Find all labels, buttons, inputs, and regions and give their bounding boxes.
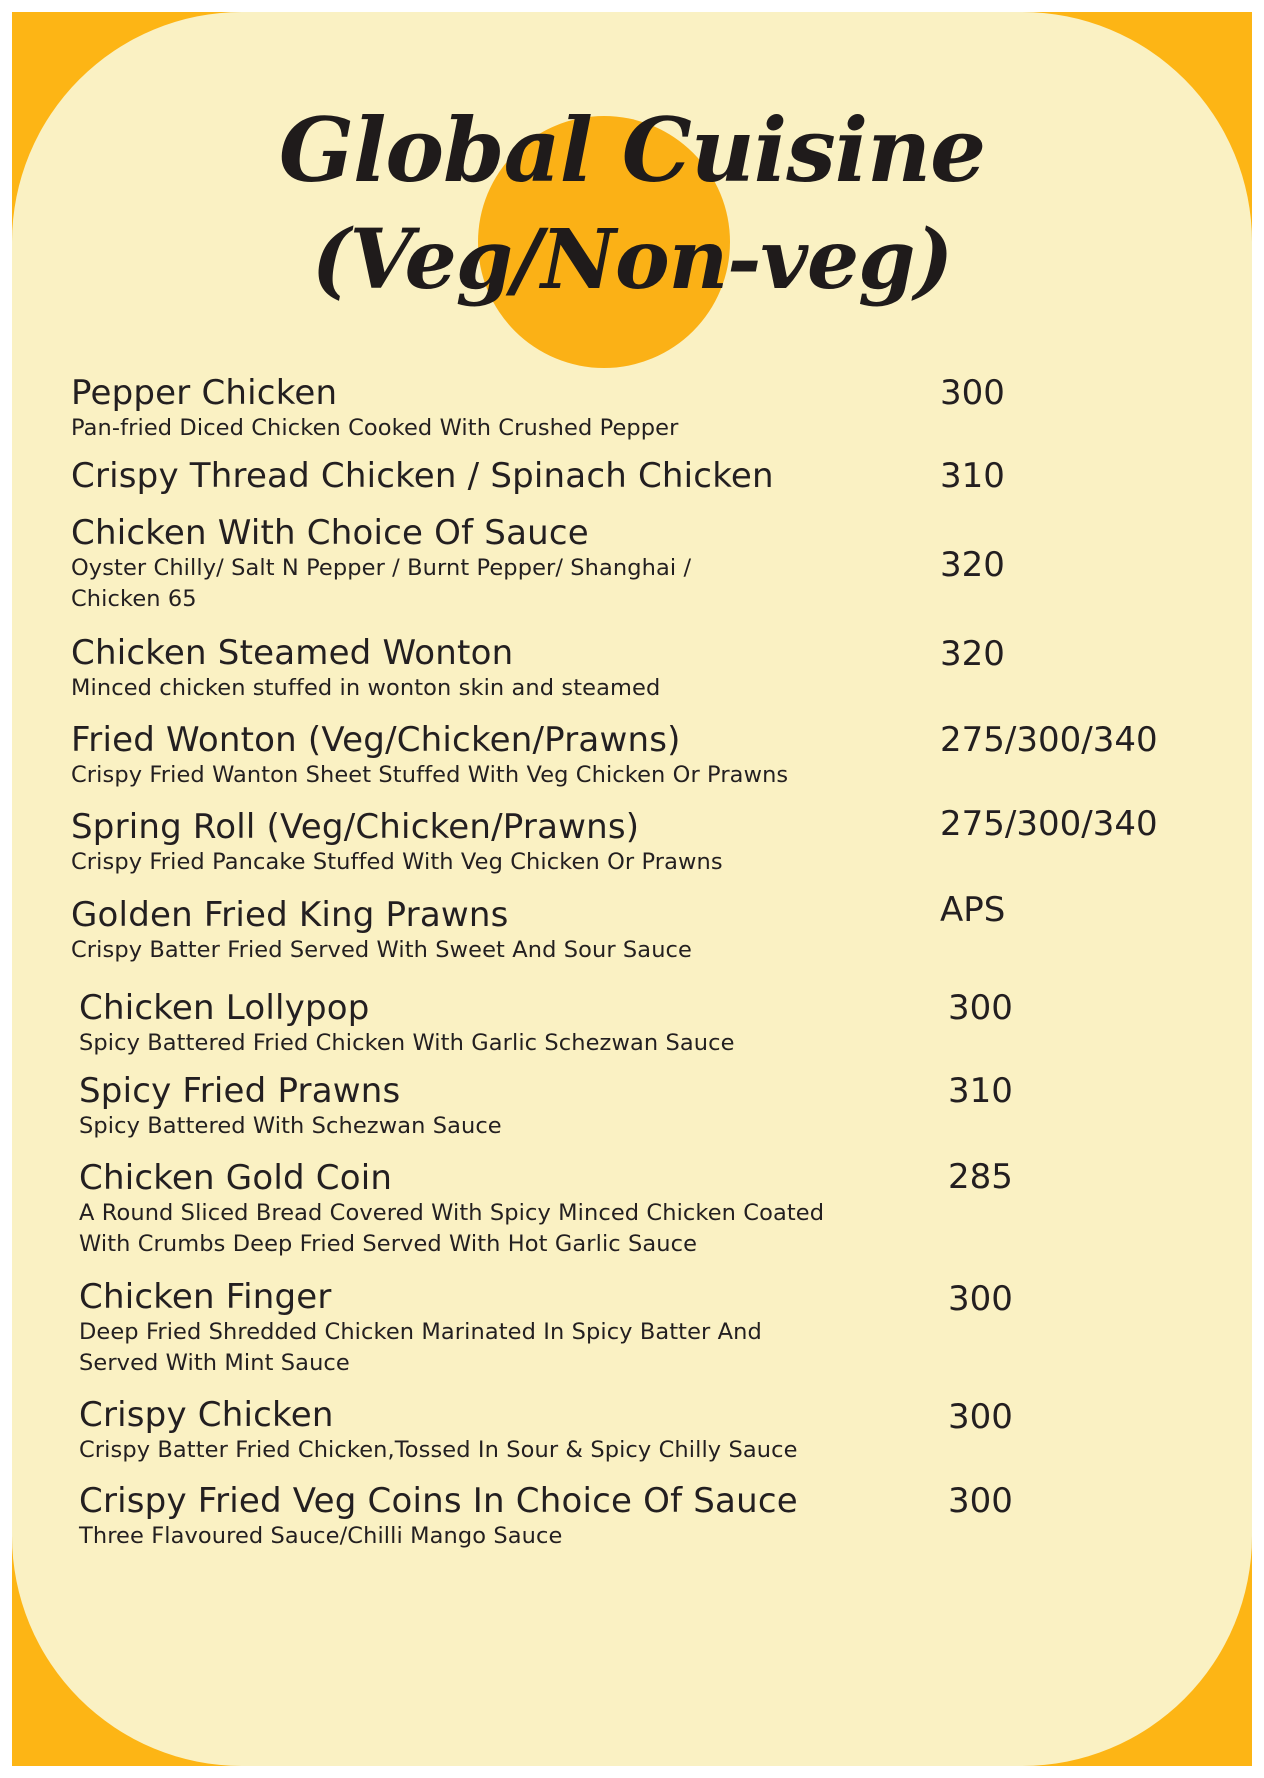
menu-item: [71, 513, 761, 615]
menu-item: [79, 1071, 879, 1142]
item-description: Pan-fried Diced Chicken Cooked With Crushed Pepper: [71, 415, 679, 441]
item-name: Fried Wonton (Veg/Chicken/Prawns): [71, 720, 681, 760]
item-description: Three Flavoured Sauce/Chilli Mango Sauce: [79, 1523, 563, 1549]
item-name: Crispy Chicken: [79, 1395, 334, 1435]
item-description: Deep Fried Shredded Chicken Marinated In Spicy Batter And Served With Mint Sauce: [79, 1319, 762, 1376]
item-price: 300: [948, 1481, 1013, 1521]
menu-item: [79, 988, 879, 1059]
item-price: 310: [948, 1071, 1013, 1111]
menu-item: [79, 1158, 879, 1260]
item-price: 300: [948, 1279, 1013, 1319]
item-description: Spicy Battered Fried Chicken With Garlic Schezwan Sauce: [79, 1030, 735, 1056]
item-price: 310: [940, 456, 1005, 496]
menu-item: [71, 720, 871, 791]
item-description: Spicy Battered With Schezwan Sauce: [79, 1113, 502, 1139]
menu-item: [71, 895, 871, 966]
item-description: Crispy Batter Fried Chicken,Tossed In Sour & Spicy Chilly Sauce: [79, 1437, 798, 1463]
item-name: Spring Roll (Veg/Chicken/Prawns): [71, 807, 640, 847]
item-name: Pepper Chicken: [71, 373, 338, 413]
item-name: Crispy Thread Chicken / Spinach Chicken: [71, 456, 774, 496]
menu-item: [71, 807, 871, 878]
item-description: Minced chicken stuffed in wonton skin and steamed: [71, 675, 661, 701]
menu-item: [79, 1481, 879, 1552]
item-description: Crispy Fried Wanton Sheet Stuffed With Veg Chicken Or Prawns: [71, 762, 789, 788]
item-price: 275/300/340: [940, 804, 1158, 844]
item-name: Golden Fried King Prawns: [71, 895, 509, 935]
menu-item: [71, 456, 774, 496]
item-description: Crispy Batter Fried Served With Sweet And Sour Sauce: [71, 937, 692, 963]
page-title: Global Cuisine: [278, 98, 986, 202]
item-price: 285: [948, 1157, 1013, 1197]
item-price: 300: [940, 373, 1005, 413]
item-description: A Round Sliced Bread Covered With Spicy Minced Chicken Coated With Crumbs Deep Fried Served With Hot Garlic Sauce: [79, 1200, 825, 1257]
item-name: Chicken With Choice Of Sauce: [71, 513, 589, 553]
item-name: Chicken Finger: [79, 1277, 332, 1317]
menu-item: [71, 373, 871, 444]
item-price: 300: [948, 1397, 1013, 1437]
page-subtitle: (Veg/Non-veg): [311, 212, 953, 308]
item-name: Spicy Fried Prawns: [79, 1071, 401, 1111]
menu-item: [71, 633, 871, 704]
item-price: APS: [940, 890, 1006, 930]
menu-item: [79, 1277, 819, 1379]
item-price: 320: [940, 545, 1005, 585]
item-name: Chicken Lollypop: [79, 988, 370, 1028]
item-name: Chicken Gold Coin: [79, 1158, 393, 1198]
item-name: Crispy Fried Veg Coins In Choice Of Sauce: [79, 1481, 798, 1521]
item-price: 300: [948, 988, 1013, 1028]
item-name: Chicken Steamed Wonton: [71, 633, 514, 673]
item-price: 275/300/340: [940, 720, 1158, 760]
item-description: Crispy Fried Pancake Stuffed With Veg Chicken Or Prawns: [71, 849, 723, 875]
item-price: 320: [940, 634, 1005, 674]
menu-item: [79, 1395, 879, 1466]
item-description: Oyster Chilly/ Salt N Pepper / Burnt Pepper/ Shanghai / Chicken 65: [71, 555, 692, 612]
